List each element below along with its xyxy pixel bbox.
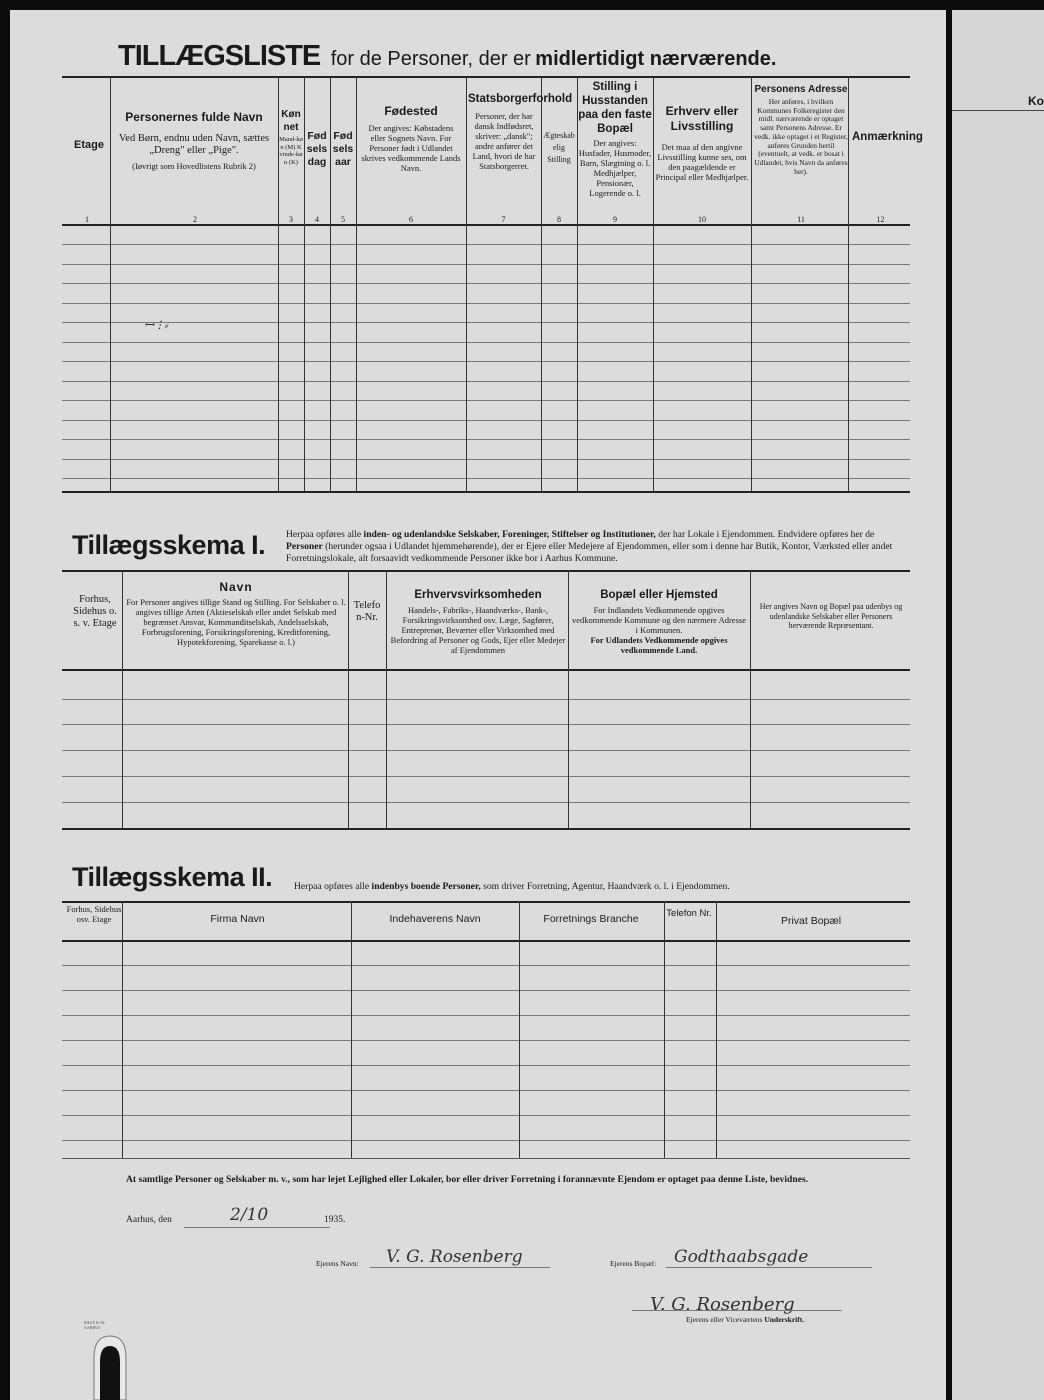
table1-row-line: [62, 361, 910, 362]
table1-row-line: [62, 439, 910, 440]
skema2-col-indehaver: Indehaverens Navn: [389, 913, 481, 925]
skema2-row-line: [62, 1140, 910, 1141]
skema2-col-telefon: Telefon Nr.: [666, 908, 712, 919]
col-number: 3: [289, 215, 293, 224]
skema2-col-firma: Firma Navn: [210, 913, 265, 925]
signature-caption-bold: Underskrift.: [764, 1315, 805, 1324]
skema1-row-line: [62, 724, 910, 725]
date-handwritten: 2/10: [230, 1205, 269, 1225]
skema2-row-line: [62, 1015, 910, 1016]
skema2-desc-bold: indenbys boende Personer,: [371, 881, 481, 892]
skema2-top-border: [62, 901, 910, 903]
col-number: 5: [341, 215, 345, 224]
col-number: 11: [797, 215, 805, 224]
skema1-desc-bold-2: Personer: [286, 541, 323, 552]
stray-marks: ꟷ ⁝ ⸗: [144, 318, 169, 332]
signature-handwritten: V. G. Rosenberg: [650, 1294, 795, 1315]
skema1-top-border: [62, 570, 910, 572]
skema1-description: [286, 529, 912, 565]
signature-caption: [686, 1315, 804, 1324]
skema2-desc-1: Herpaa opføres alle: [294, 881, 370, 892]
title-word: TILLÆGSLISTE: [118, 40, 321, 72]
owner-name-handwritten: V. G. Rosenberg: [386, 1247, 523, 1267]
owner-address-handwritten: Godthaabsgade: [674, 1247, 809, 1267]
skema1-col-representative: Her angives Navn og Bopæl paa udenbys og udenlandske Selskaber eller Personers herværende Repræsentant.: [759, 602, 903, 630]
col-household-title: Stilling i Husstanden paa den faste Bopæl: [578, 81, 652, 135]
table1-column-line: [466, 76, 467, 491]
col-occupation-title: Erhverv eller Livsstilling: [665, 104, 739, 133]
skema1-row-line: [62, 750, 910, 751]
skema1-col-navn-sub: For Personer angives tillige Stand og Stilling. For Selskaber o. l. angives tillige Arten (Aktieselskab eller andet Selskab med begrænset Ansvar, Kommanditselskab, Andelsselskab, Forbrugsforening, Forsikringsforening, Kreditforening, Hypotekforening, Sparekasse o. l.): [126, 597, 346, 647]
skema2-col-branche: Forretnings Branche: [543, 913, 639, 925]
table1-column-line: [751, 76, 752, 491]
col-number: 10: [698, 215, 706, 224]
skema2-column-line: [122, 901, 123, 1158]
col-household-header: [578, 80, 652, 198]
skema1-col-etage: Forhus, Sidehus o. s. v. Etage: [73, 594, 117, 629]
skema1-col-erhverv-sub: Handels-, Fabriks-, Haandværks-, Bank-, Forsikringsvirksomhed osv. Læge, Sagfører, Entreprenør, Beværter eller Virksomhed med Befordring af Personer og Gods, Ejer eller Medejer af Ejendommen: [390, 605, 566, 655]
skema2-bottom-border: [62, 1158, 910, 1159]
next-page-edge: [952, 10, 1044, 1400]
skema1-col-bopael-sub1: For Indlandets Vedkommende opgives vedkommende Kommune og den nærmere Adresse i Kommunen.: [572, 605, 746, 635]
owner-name-line: [370, 1267, 550, 1268]
skema1-desc-bold-1: inden- og udenlandske Selskaber, Foreninger, Stiftelser og Institutioner,: [363, 529, 656, 540]
table1-row-line: [62, 283, 910, 284]
owner-name-label: Ejerens Navn:: [316, 1259, 359, 1268]
skema1-row-line: [62, 776, 910, 777]
table1-column-line: [110, 76, 111, 491]
printer-mark: BAGE & ØJ. AARHUS: [84, 1320, 106, 1330]
skema1-col-erhverv: [390, 588, 566, 655]
col-occupation-header: [655, 104, 749, 182]
col-number: 4: [315, 215, 319, 224]
table1-column-line: [356, 76, 357, 491]
table1-row-line: [62, 381, 910, 382]
skema2-description: [294, 881, 914, 893]
signature-caption-1: Ejerens eller Viceværtens: [686, 1315, 763, 1324]
skema1-desc-2: der har Lokale i Ejendommen. Endvidere opføres her de: [658, 529, 875, 540]
skema2-desc-2: som driver Forretning, Agentur, Haandværk o. l. i Ejendommen.: [483, 881, 730, 892]
col-address-title: Personens Adresse: [754, 84, 848, 95]
skema1-col-bopael: [572, 588, 746, 655]
table1-row-line: [62, 303, 910, 304]
col-number: 12: [876, 215, 885, 224]
owner-address-label: Ejerens Bopæl:: [610, 1259, 657, 1268]
certification-text: At samtlige Personer og Selskaber m. v., som har lejet Lejlighed eller Lokaler, bor eller driver Forretning i forannævnte Ejendom er optaget paa denne Liste, bevidnes.: [126, 1174, 809, 1185]
col-citizenship-sub: Personer, der har dansk Indfødsret, skriver: „dansk"; andre anfører det Land, hvori de har Statsborgerret.: [472, 111, 536, 171]
col-gender-title: Kønnet: [281, 109, 301, 133]
date-line: [184, 1227, 330, 1228]
skema1-col-erhverv-title: Erhvervsvirksomheden: [414, 589, 542, 601]
skema2-row-line: [62, 1040, 910, 1041]
col-number: 8: [557, 215, 561, 224]
page-title: [118, 40, 938, 73]
skema1-col-bopael-sub2: For Udlandets Vedkommende opgives vedkommende Land.: [590, 635, 728, 655]
skema1-row-line: [62, 699, 910, 700]
skema1-bottom-border: [62, 828, 910, 830]
col-number: 9: [613, 215, 617, 224]
table1-row-line: [62, 264, 910, 265]
col-address-header: [753, 84, 849, 176]
skema2-col-bopael: Privat Bopæl: [780, 915, 842, 927]
col-number: 6: [409, 215, 413, 224]
skema2-column-line: [716, 901, 717, 1158]
skema1-column-line: [348, 570, 349, 828]
col-marital-header: Ægteskabelig Stilling: [543, 131, 575, 164]
next-page-line: [952, 110, 1044, 111]
skema2-column-line: [664, 901, 665, 1158]
col-birthplace-header: [360, 104, 462, 173]
col-occupation-sub: Det maa af den angivne Livsstilling kunne ses, om den paagældende er Principal eller Medhjælper.: [655, 142, 749, 182]
col-name-note: (Iøvrigt som Hovedlistens Rubrik 2): [132, 161, 256, 171]
table1-row-line: [62, 420, 910, 421]
col-household-sub: Der angives: Husfader, Husmoder, Barn, Slægtning o. l. Medhjælper, Pensionær, Logerende o. l.: [578, 138, 652, 198]
col-citizenship-title: Statsborgerforhold: [468, 93, 573, 105]
col-remark-header: Anmærkning: [852, 131, 923, 143]
skema2-row-line: [62, 990, 910, 991]
col-number: 1: [85, 215, 89, 224]
skema2-header-bottom: [62, 940, 910, 942]
col-gender-header: [279, 108, 303, 166]
col-name-sub: Ved Børn, endnu uden Navn, sættes „Dreng" eller „Pige".: [118, 133, 270, 156]
skema2-title: Tillægsskema II.: [72, 862, 273, 892]
place-label: Aarhus, den: [126, 1215, 172, 1225]
skema1-column-line: [750, 570, 751, 828]
owner-address-line: [666, 1267, 872, 1268]
table1-row-line: [62, 459, 910, 460]
binding-clip-icon: [80, 1330, 140, 1400]
table1-row-line: [62, 478, 910, 479]
skema2-row-line: [62, 965, 910, 966]
form-page: [10, 10, 946, 1400]
table1-row-line: [62, 342, 910, 343]
next-page-stub: Ko: [1028, 94, 1044, 108]
skema1-desc-1: Herpaa opføres alle: [286, 529, 362, 540]
col-number: 2: [193, 215, 197, 224]
skema1-header-bottom: [62, 669, 910, 671]
table1-top-border: [62, 76, 910, 78]
table1-row-line: [62, 244, 910, 245]
col-gender-sub: Mand-køn (M) Kvinde-køn (K): [279, 136, 303, 166]
skema1-col-navn-title: Navn: [219, 580, 253, 594]
skema2-column-line: [519, 901, 520, 1158]
year-label: 1935.: [324, 1215, 346, 1225]
skema1-col-telefon: Telefon-Nr.: [353, 600, 381, 623]
title-plain: for de Personer, der er: [330, 48, 531, 70]
col-birthplace-sub: Der angives: Købstadens eller Sognets Navn. For Personer født i Udlandet skrives vedkommende Lands Navn.: [361, 123, 461, 173]
skema1-column-line: [122, 570, 123, 828]
skema1-row-line: [62, 802, 910, 803]
skema2-row-line: [62, 1065, 910, 1066]
signature-line: [632, 1310, 842, 1311]
col-address-sub: Her anføres, i hvilken Kommunes Folkeregister den midl. nærværende er optaget samt Personens Adresse. Er vedk. ikke optaget i et Register, anføres Grunden hertil (eventuelt, at vedk. er bosat i Udlandet, hvis Navn da anføres her).: [754, 97, 848, 176]
skema2-col-etage: Forhus, Sidehus osv. Etage: [66, 904, 122, 924]
col-etage-header: Etage: [74, 139, 104, 151]
table1-header-bottom: [62, 224, 910, 226]
table1-row-line: [62, 322, 910, 323]
skema1-desc-3: (herunder ogsaa i Udlandet hjemmehørende), der er Ejere eller Medejere af Ejendommen, eller som i denne har Butik, Kontor, Værksted eller andet Forretningslokale, alt forsaavidt vedkommende Personer ikke bor i Aarhus Kommune.: [286, 541, 893, 564]
col-name-header: [112, 110, 276, 171]
title-bold: midlertidigt nærværende.: [535, 48, 777, 70]
skema2-row-line: [62, 1115, 910, 1116]
skema1-col-navn: [126, 580, 346, 647]
skema1-title: Tillægsskema I.: [72, 530, 266, 560]
col-birthday-header: Fødselsdag: [306, 130, 328, 168]
table1-column-line: [653, 76, 654, 491]
skema1-column-line: [386, 570, 387, 828]
table1-row-line: [62, 400, 910, 401]
skema2-column-line: [351, 901, 352, 1158]
col-number: 7: [501, 215, 506, 224]
skema1-col-bopael-title: Bopæl eller Hjemsted: [600, 589, 718, 601]
col-birthyear-header: Fødselsaar: [332, 130, 354, 168]
col-birthplace-title: Fødested: [384, 104, 438, 118]
table1-bottom-border: [62, 491, 910, 493]
skema1-column-line: [568, 570, 569, 828]
col-name-title: Personernes fulde Navn: [125, 110, 263, 124]
skema2-row-line: [62, 1090, 910, 1091]
